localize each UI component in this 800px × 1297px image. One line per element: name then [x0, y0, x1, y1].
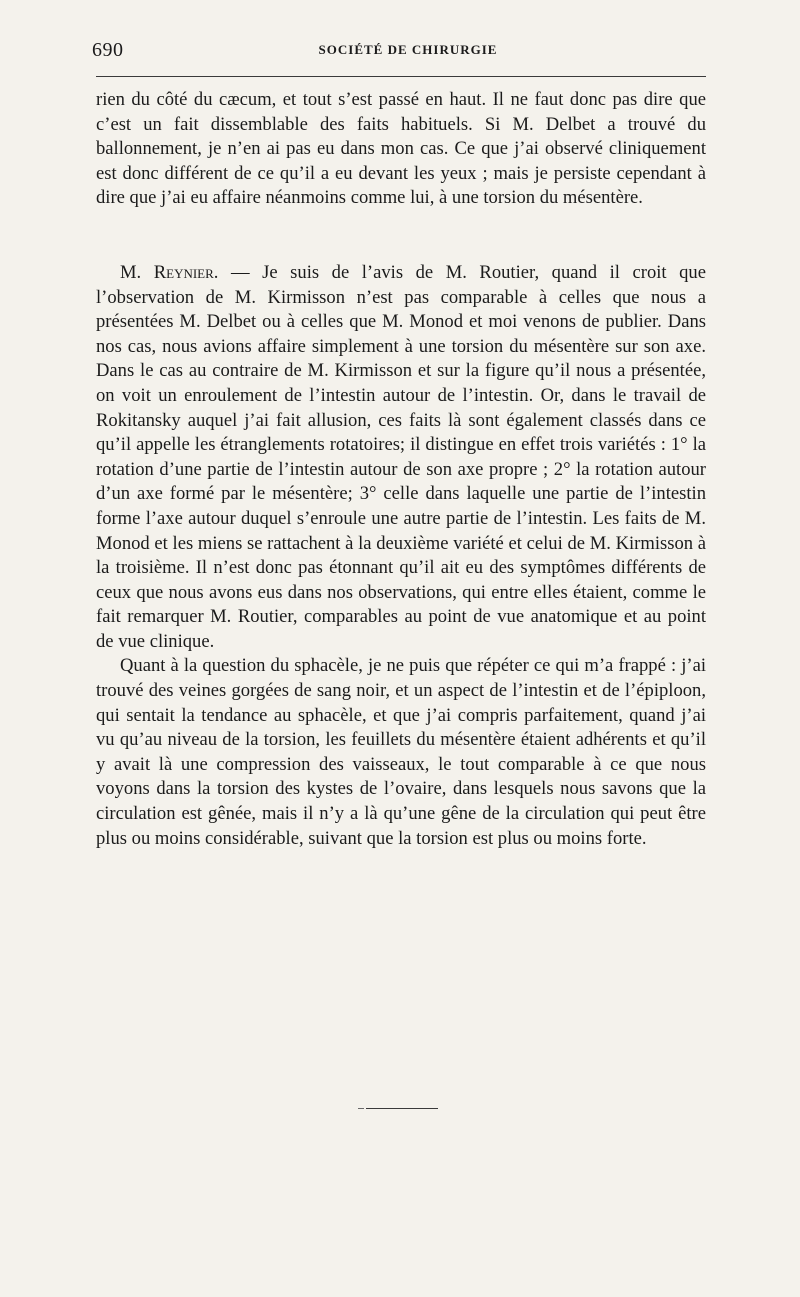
end-rule — [366, 1108, 438, 1109]
running-title: SOCIÉTÉ DE CHIRURGIE — [318, 42, 498, 57]
page-header — [92, 38, 704, 64]
paragraph-continued: rien du côté du cæcum, et tout s’est passé en haut. Il ne faut donc pas dire que c’est un fait dissemblable des faits habituels. Si M. Delbet a trouvé du ballonnement, je n’en ai pas eu dans mon cas. Ce que j’ai observé cliniquement est donc différent de ce qu’il a eu devant les yeux ; mais je persiste cependant à dire que j’ai eu affaire néanmoins comme lui, à une torsion du mésentère. — [96, 89, 706, 209]
paragraph-sphacele: Quant à la question du sphacèle, je ne puis que répéter ce qui m’a frappé : j’ai trouvé des veines gorgées de sang noir, et un aspect de l’intestin et de l’épiploon, qui sentait la tendance au sphacèle, et que j’ai compris parfaitement, quand j’ai vu qu’au niveau de la torsion, les feuillets du mésentère étaient adhérents et qu’il y avait là une compression des vaisseaux, le tout comparable à ce que nous voyons dans la torsion des kystes de l’ovaire, dans lesquels nous savons que la circulation est gênée, mais il n’y a là qu’une gêne de la circulation qui peut être plus ou moins considérable, suivant que la torsion est plus ou moins forte. — [96, 655, 706, 849]
page-number: 690 — [92, 39, 124, 61]
body-text — [96, 88, 706, 851]
header-rule — [96, 76, 706, 77]
end-rule-dash — [358, 1108, 364, 1109]
paragraph-reynier-text: — Je suis de l’avis de M. Routier, quand il croit que l’observation de M. Kirmisson n’est pas comparable à celles que nous a présentées M. Delbet ou à celles que M. Monod et moi venons de publier. Dans nos cas, nous avions affaire simplement à une torsion du mésentère sur son axe. Dans le cas au contraire de M. Kirmisson et sur la figure qu’il nous a présentée, on voit un enroulement de l’intestin autour de l’intestin. Or, dans le travail de Rokitansky auquel j’ai fait allusion, ces faits là sont également classés dans ce qu’il appelle les étranglements rotatoires; il distingue en effet trois variétés : 1° la rotation d’une partie de l’intestin autour de son axe propre ; 2° la rotation autour d’un axe formé par le mésentère; 3° celle dans laquelle une partie de l’intestin forme l’axe autour duquel s’enroule une autre partie de l’intestin. Les faits de M. Monod et les miens se rattachent à la deuxième variété et celui de M. Kirmisson à la troisième. Il n’est donc pas étonnant qu’il ait eu des symptômes différents de ceux que nous avons eus dans nos observations, qui entre elles étaient, comme le fait remarquer M. Routier, comparables au point de vue anatomique et au point de vue clinique. — [96, 261, 706, 652]
speaker-name: M. Reynier. — [120, 261, 219, 283]
paragraph-reynier — [96, 261, 706, 655]
paragraph-spacer — [96, 211, 706, 261]
